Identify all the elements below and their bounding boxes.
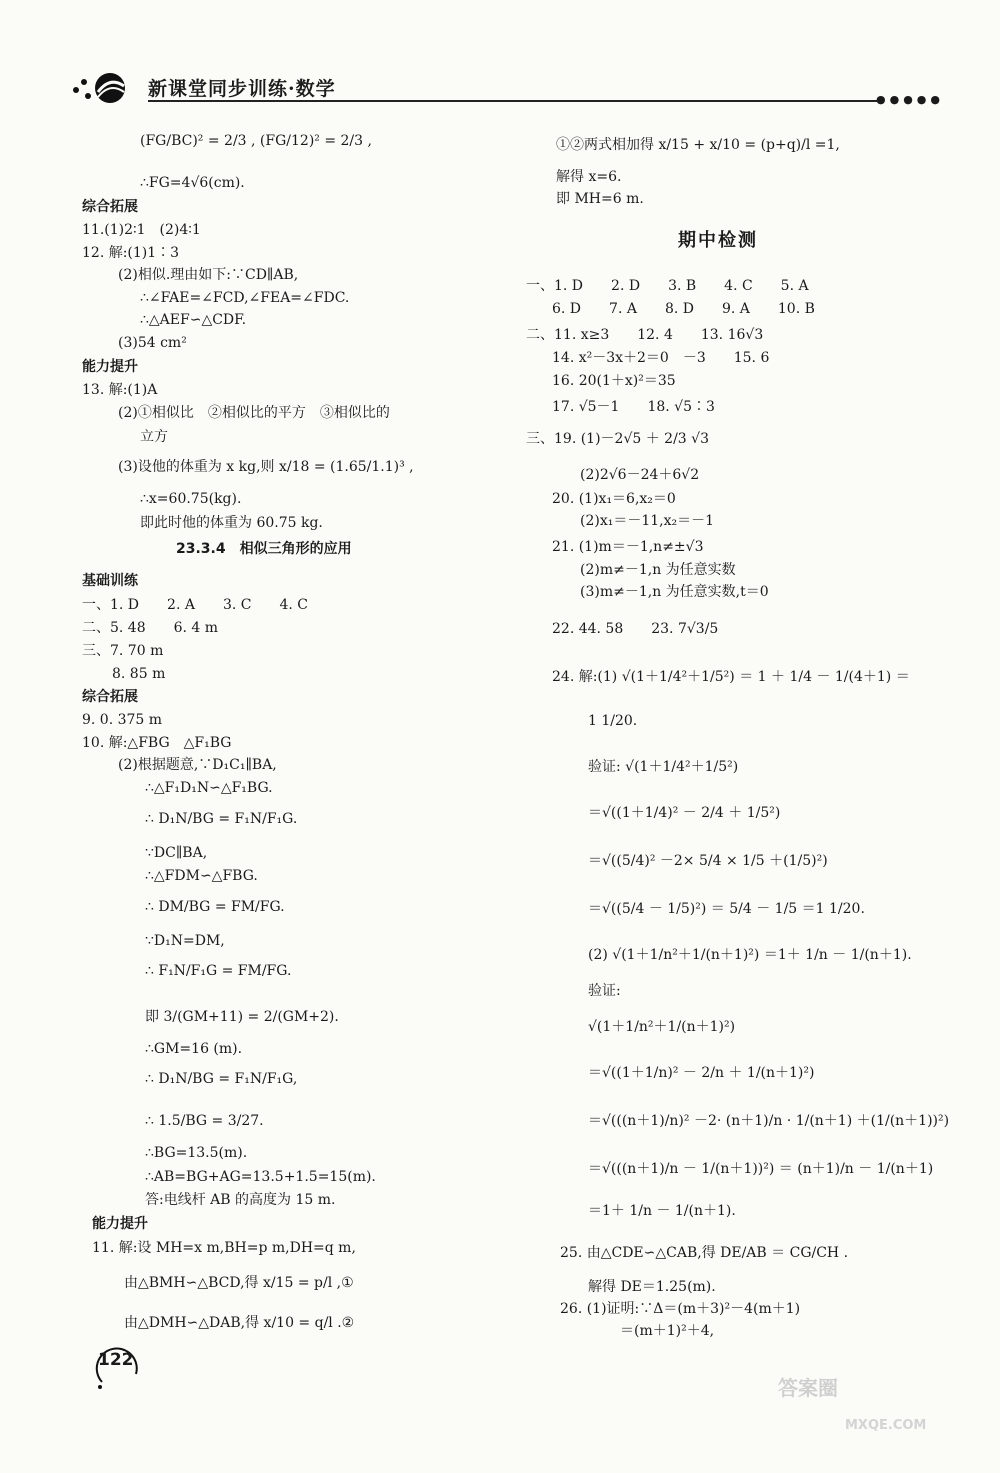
answer-line: ∴ 1.5/BG = 3/27. xyxy=(145,1113,264,1129)
answer-line: ∴BG=13.5(m). xyxy=(145,1145,248,1161)
answer-line: (2)2√6－24＋6√2 xyxy=(580,467,700,483)
answer-line: ∴ F₁N/F₁G = FM/FG. xyxy=(145,963,292,979)
answer-line: ＝√((1＋1/n)² － 2/n ＋ 1/(n＋1)²) xyxy=(588,1065,815,1081)
answer-line: 11.(1)2∶1 (2)4∶1 xyxy=(82,222,201,238)
answer-line: 22. 44. 58 23. 7√3/5 xyxy=(552,621,719,637)
answer-line: 6. D 7. A 8. D 9. A 10. B xyxy=(552,301,815,317)
header-dots: ●●●●● xyxy=(876,93,944,106)
answer-line: ∴ D₁N/BG = F₁N/F₁G, xyxy=(145,1071,298,1087)
answer-line: (FG/BC)² = 2/3 , (FG/12)² = 2/3 , xyxy=(140,133,372,149)
answer-line: 11. 解:设 MH=x m,BH=p m,DH=q m, xyxy=(92,1240,356,1256)
answer-line: 立方 xyxy=(140,429,168,445)
answer-line: 即 MH=6 m. xyxy=(556,191,644,207)
answer-line: 25. 由△CDE∽△CAB,得 DE/AB ＝ CG/CH . xyxy=(560,1245,849,1261)
answer-line: ∴ DM/BG = FM/FG. xyxy=(145,899,285,915)
answer-line: 9. 0. 375 m xyxy=(82,712,163,728)
answer-line: √(1＋1/n²＋1/(n＋1)²) xyxy=(588,1019,736,1035)
answer-line: ∵D₁N=DM, xyxy=(145,933,225,949)
section-heading: 基础训练 xyxy=(82,573,138,589)
answer-line: ∴△FDM∽△FBG. xyxy=(145,868,258,884)
answer-line: (3)54 cm² xyxy=(118,335,187,351)
answer-line: 即此时他的体重为 60.75 kg. xyxy=(140,515,323,531)
answer-line: ∵DC∥BA, xyxy=(145,845,208,861)
answer-line: ∴FG=4√6(cm). xyxy=(140,175,245,191)
section-title: 期中检测 xyxy=(678,230,758,251)
answer-line: (3)设他的体重为 x kg,则 x/18 = (1.65/1.1)³ , xyxy=(118,459,414,475)
answer-line: 24. 解:(1) √(1＋1/4²＋1/5²) ＝ 1 ＋ 1/4 － 1/(4＋1) ＝ xyxy=(552,669,910,685)
answer-line: ∴AB=BG+AG=13.5+1.5=15(m). xyxy=(145,1169,376,1185)
answer-line: ＝√((1＋1/4)² － 2/4 ＋ 1/5²) xyxy=(588,805,781,821)
answer-line: ＝√(((n＋1)/n － 1/(n＋1))²) ＝ (n＋1)/n － 1/(n＋1) xyxy=(588,1161,934,1177)
answer-line: ＝(m＋1)²＋4, xyxy=(620,1323,715,1339)
section-heading: 能力提升 xyxy=(82,359,138,375)
answer-line: 10. 解:△FBG △F₁BG xyxy=(82,735,232,751)
answer-line: 14. x²－3x＋2＝0 －3 15. 6 xyxy=(552,350,770,366)
answer-line: 验证: √(1＋1/4²＋1/5²) xyxy=(588,759,739,775)
page-number-text: 122 xyxy=(98,1350,134,1370)
answer-line: ∴GM=16 (m). xyxy=(145,1041,243,1057)
section-heading: 综合拓展 xyxy=(82,199,138,215)
book-logo-icon xyxy=(68,70,130,106)
answer-line: (2)根据题意,∵D₁C₁∥BA, xyxy=(118,757,277,773)
answer-line: ＝1＋ 1/n － 1/(n＋1). xyxy=(588,1203,736,1219)
answer-line: 13. 解:(1)A xyxy=(82,382,158,398)
answer-line: 由△DMH∽△DAB,得 x/10 = q/l .② xyxy=(124,1315,355,1331)
answer-line: ∴∠FAE=∠FCD,∠FEA=∠FDC. xyxy=(140,290,350,306)
watermark-url: MXQE.COM xyxy=(845,1418,927,1433)
answer-line: 26. (1)证明:∵Δ＝(m＋3)²－4(m＋1) xyxy=(560,1301,801,1317)
page-header xyxy=(58,66,944,108)
answer-line: 21. (1)m＝－1,n≠±√3 xyxy=(552,539,704,555)
answer-line: 一、1. D 2. A 3. C 4. C xyxy=(82,597,308,613)
page-number xyxy=(92,1338,144,1390)
answer-line: (3)m≠－1,n 为任意实数,t＝0 xyxy=(580,584,769,600)
answer-line: ∴ D₁N/BG = F₁N/F₁G. xyxy=(145,811,298,827)
answer-line: 解得 x=6. xyxy=(556,169,622,185)
answer-line: ＝√(((n＋1)/n)² －2· (n＋1)/n · 1/(n＋1) ＋(1/(n＋1))²) xyxy=(588,1113,950,1129)
answer-line: (2)①相似比 ②相似比的平方 ③相似比的 xyxy=(118,405,390,421)
answer-line: 一、1. D 2. D 3. B 4. C 5. A xyxy=(526,278,809,294)
subsection-title: 23.3.4 相似三角形的应用 xyxy=(176,541,352,557)
answer-line: ＝√((5/4 － 1/5)²) ＝ 5/4 － 1/5 ＝1 1/20. xyxy=(588,901,865,917)
section-heading: 能力提升 xyxy=(92,1216,148,1232)
header-title: 新课堂同步训练·数学 xyxy=(148,78,336,100)
answer-line: (2)x₁＝－11,x₂＝－1 xyxy=(580,513,715,529)
answer-line: ∴x=60.75(kg). xyxy=(140,491,242,507)
answer-line: 三、19. (1)－2√5 ＋ 2/3 √3 xyxy=(526,431,709,447)
answer-line: 二、11. x≥3 12. 4 13. 16√3 xyxy=(526,327,764,343)
answer-line: (2) √(1＋1/n²＋1/(n＋1)²) ＝1＋ 1/n － 1/(n＋1). xyxy=(588,947,912,963)
answer-line: 16. 20(1＋x)²＝35 xyxy=(552,373,676,389)
answer-line: 12. 解:(1)1∶3 xyxy=(82,245,180,261)
answer-line: 二、5. 48 6. 4 m xyxy=(82,620,219,636)
answer-line: (2)m≠－1,n 为任意实数 xyxy=(580,562,736,578)
answer-line: 8. 85 m xyxy=(112,666,166,682)
section-heading: 综合拓展 xyxy=(82,689,138,705)
answer-line: 解得 DE＝1.25(m). xyxy=(588,1279,716,1295)
watermark-logo: 答案圈 xyxy=(778,1376,838,1400)
answer-line: ①②两式相加得 x/15 + x/10 = (p+q)/l =1, xyxy=(556,137,840,153)
answer-line: 1 1/20. xyxy=(588,713,638,729)
answer-line: (2)相似.理由如下:∵CD∥AB, xyxy=(118,267,299,283)
answer-line: 验证: xyxy=(588,983,621,999)
answer-line: 答:电线杆 AB 的高度为 15 m. xyxy=(145,1192,336,1208)
answer-line: 20. (1)x₁＝6,x₂＝0 xyxy=(552,491,676,507)
answer-line: 17. √5－1 18. √5∶3 xyxy=(552,399,715,415)
header-rule xyxy=(148,100,883,102)
answer-line: 即 3/(GM+11) = 2/(GM+2). xyxy=(145,1009,339,1025)
answer-line: ∴△F₁D₁N∽△F₁BG. xyxy=(145,780,273,796)
answer-line: 三、7. 70 m xyxy=(82,643,164,659)
answer-line: 由△BMH∽△BCD,得 x/15 = p/l ,① xyxy=(124,1275,354,1291)
answer-line: ＝√((5/4)² －2× 5/4 × 1/5 ＋(1/5)²) xyxy=(588,853,828,869)
answer-line: ∴△AEF∽△CDF. xyxy=(140,312,247,328)
